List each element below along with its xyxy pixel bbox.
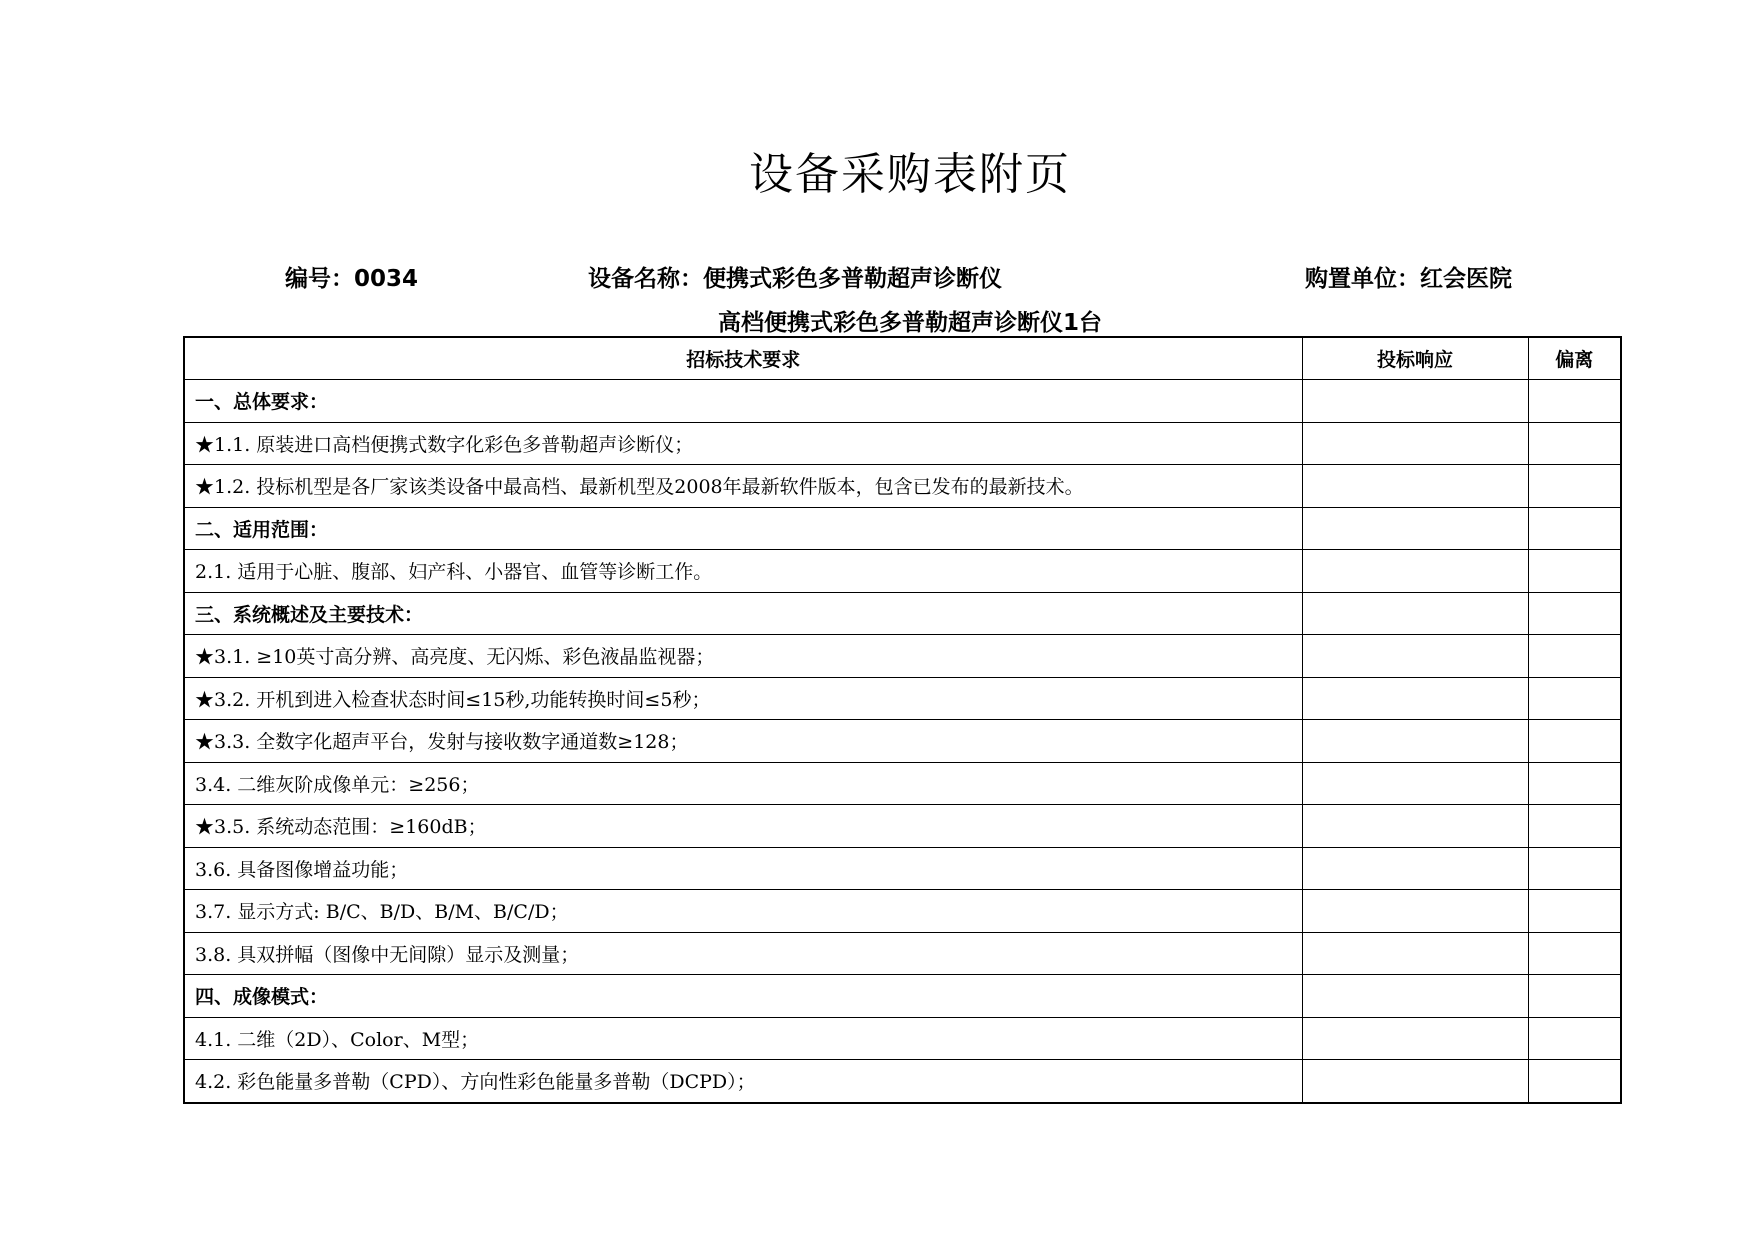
purchasing-unit-label: 购置单位： bbox=[1305, 266, 1420, 292]
table-row bbox=[184, 932, 1621, 975]
bid-response-cell bbox=[1302, 1060, 1528, 1103]
deviation-cell bbox=[1528, 592, 1621, 635]
deviation-cell bbox=[1528, 1060, 1621, 1103]
table-row bbox=[184, 550, 1621, 593]
requirement-cell: 4.2. 彩色能量多普勒（CPD）、方向性彩色能量多普勒（DCPD）； bbox=[184, 1060, 1302, 1103]
number-field bbox=[285, 260, 418, 293]
requirement-cell: ★3.2. 开机到进入检查状态时间≤15秒,功能转换时间≤5秒； bbox=[184, 677, 1302, 720]
table-row bbox=[184, 720, 1621, 763]
table-row bbox=[184, 635, 1621, 678]
bid-response-cell bbox=[1302, 592, 1528, 635]
section-row bbox=[184, 507, 1621, 550]
table-row bbox=[184, 677, 1621, 720]
bid-response-cell bbox=[1302, 465, 1528, 508]
table-row bbox=[184, 805, 1621, 848]
bid-response-cell bbox=[1302, 890, 1528, 933]
bid-response-cell bbox=[1302, 507, 1528, 550]
deviation-cell bbox=[1528, 422, 1621, 465]
number-value: 0034 bbox=[354, 266, 419, 292]
header-bid-response: 投标响应 bbox=[1302, 337, 1528, 380]
bid-response-cell bbox=[1302, 932, 1528, 975]
requirement-cell: 2.1. 适用于心脏、腹部、妇产科、小器官、血管等诊断工作。 bbox=[184, 550, 1302, 593]
deviation-cell bbox=[1528, 975, 1621, 1018]
requirement-cell: 3.6. 具备图像增益功能； bbox=[184, 847, 1302, 890]
number-label: 编号： bbox=[285, 266, 354, 292]
document-title: 设备采购表附页 bbox=[749, 149, 1071, 200]
deviation-cell bbox=[1528, 1017, 1621, 1060]
table-row bbox=[184, 422, 1621, 465]
requirement-cell: 3.4. 二维灰阶成像单元：≥256； bbox=[184, 762, 1302, 805]
deviation-cell bbox=[1528, 465, 1621, 508]
deviation-cell bbox=[1528, 550, 1621, 593]
requirement-cell: ★3.3. 全数字化超声平台，发射与接收数字通道数≥128； bbox=[184, 720, 1302, 763]
device-name-field bbox=[588, 260, 1002, 293]
table-row bbox=[184, 465, 1621, 508]
requirement-cell: ★1.2. 投标机型是各厂家该类设备中最高档、最新机型及2008年最新软件版本，包含已发布的最新技术。 bbox=[184, 465, 1302, 508]
table-row bbox=[184, 847, 1621, 890]
requirement-cell: 3.7. 显示方式: B/C、B/D、B/M、B/C/D； bbox=[184, 890, 1302, 933]
deviation-cell bbox=[1528, 635, 1621, 678]
deviation-cell bbox=[1528, 805, 1621, 848]
table-row bbox=[184, 1017, 1621, 1060]
requirement-cell: ★1.1. 原装进口高档便携式数字化彩色多普勒超声诊断仪； bbox=[184, 422, 1302, 465]
bid-response-cell bbox=[1302, 975, 1528, 1018]
deviation-cell bbox=[1528, 507, 1621, 550]
deviation-cell bbox=[1528, 380, 1621, 423]
section-heading-cell: 一、总体要求： bbox=[184, 380, 1302, 423]
table-header-row bbox=[184, 337, 1621, 380]
spec-table bbox=[183, 336, 1622, 1104]
deviation-cell bbox=[1528, 720, 1621, 763]
spec-table-body bbox=[184, 380, 1621, 1103]
requirement-cell: 3.8. 具双拼幅（图像中无间隙）显示及测量； bbox=[184, 932, 1302, 975]
purchasing-unit-field bbox=[1305, 260, 1512, 293]
section-row bbox=[184, 975, 1621, 1018]
section-heading-cell: 三、系统概述及主要技术： bbox=[184, 592, 1302, 635]
bid-response-cell bbox=[1302, 677, 1528, 720]
bid-response-cell bbox=[1302, 380, 1528, 423]
requirement-cell: ★3.1. ≥10英寸高分辨、高亮度、无闪烁、彩色液晶监视器； bbox=[184, 635, 1302, 678]
requirement-cell: ★3.5. 系统动态范围：≥160dB； bbox=[184, 805, 1302, 848]
section-heading-cell: 四、成像模式： bbox=[184, 975, 1302, 1018]
deviation-cell bbox=[1528, 890, 1621, 933]
bid-response-cell bbox=[1302, 635, 1528, 678]
bid-response-cell bbox=[1302, 762, 1528, 805]
deviation-cell bbox=[1528, 677, 1621, 720]
bid-response-cell bbox=[1302, 1017, 1528, 1060]
header-deviation: 偏离 bbox=[1528, 337, 1621, 380]
table-row bbox=[184, 1060, 1621, 1103]
section-row bbox=[184, 380, 1621, 423]
document-subtitle: 高档便携式彩色多普勒超声诊断仪1台 bbox=[717, 310, 1102, 336]
section-row bbox=[184, 592, 1621, 635]
deviation-cell bbox=[1528, 847, 1621, 890]
header-requirements: 招标技术要求 bbox=[184, 337, 1302, 380]
deviation-cell bbox=[1528, 932, 1621, 975]
bid-response-cell bbox=[1302, 805, 1528, 848]
device-name-value: 便携式彩色多普勒超声诊断仪 bbox=[703, 266, 1002, 292]
table-row bbox=[184, 890, 1621, 933]
purchasing-unit-value: 红会医院 bbox=[1420, 266, 1512, 292]
bid-response-cell bbox=[1302, 422, 1528, 465]
deviation-cell bbox=[1528, 762, 1621, 805]
bid-response-cell bbox=[1302, 847, 1528, 890]
device-name-label: 设备名称： bbox=[588, 266, 703, 292]
requirement-cell: 4.1. 二维（2D）、Color、M型； bbox=[184, 1017, 1302, 1060]
bid-response-cell bbox=[1302, 550, 1528, 593]
section-heading-cell: 二、适用范围： bbox=[184, 507, 1302, 550]
bid-response-cell bbox=[1302, 720, 1528, 763]
table-row bbox=[184, 762, 1621, 805]
